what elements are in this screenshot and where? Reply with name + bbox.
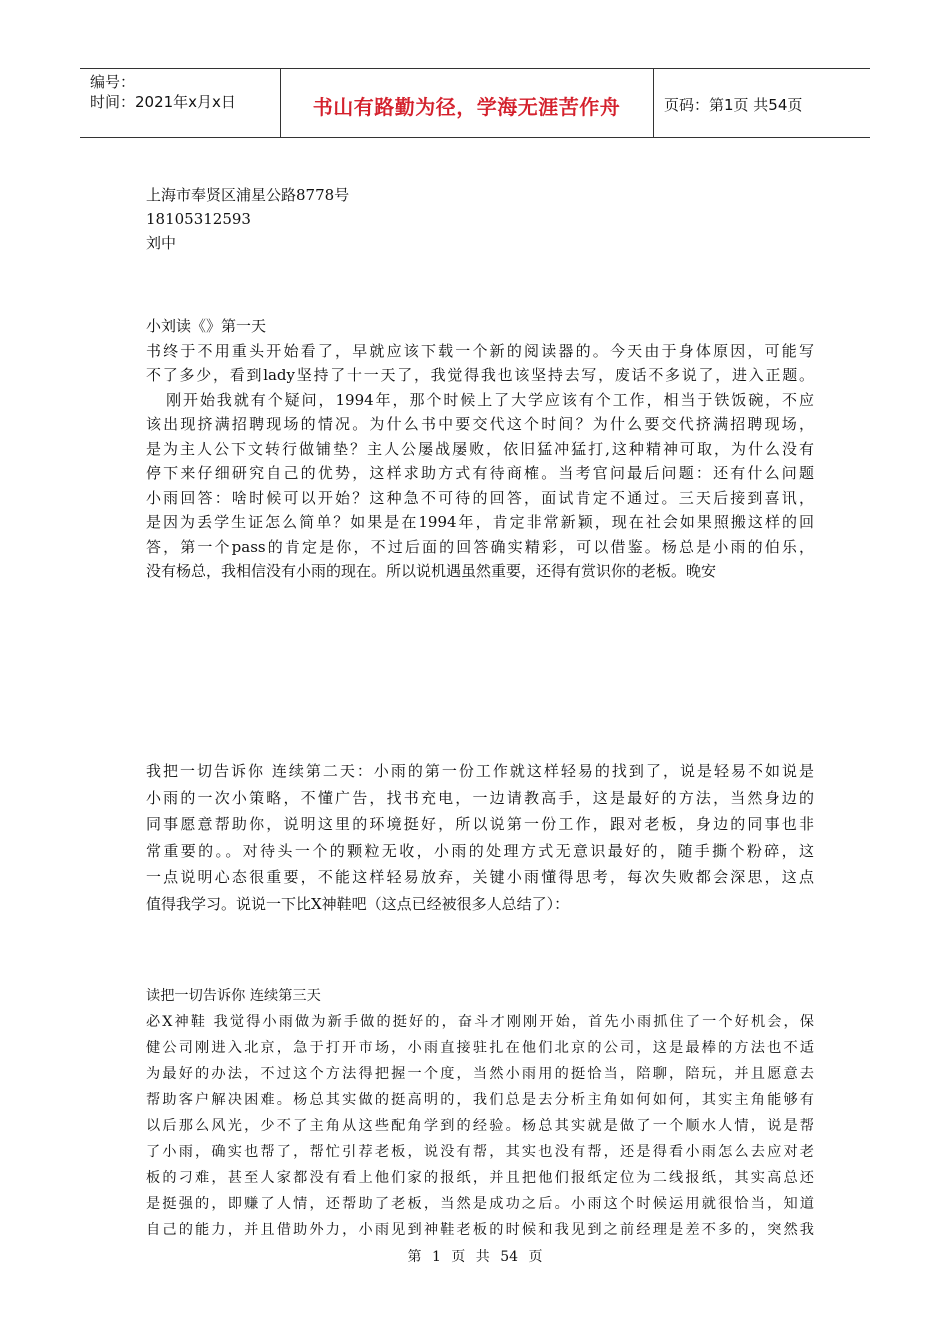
address-name: 刘中 [146,234,177,252]
text-line: 以后那么风光，少不了主角从这些配角学到的经验。杨总其实就是做了一个顺水人情，说是帮 [146,1118,814,1134]
section-title: 读把一切告诉你 连续第三天 [146,988,321,1004]
text-line: 停下来仔细研究自己的优势，这样求助方式有待商榷。当考官问最后问题：还有什么问题 [146,464,814,482]
address-block [146,183,814,255]
text-line: 是挺强的，即赚了人情，还帮助了老板，当然是成功之后。小雨这个时候运用就很恰当，知道 [146,1196,814,1212]
text-line: 板的刁难，甚至人家都没有看上他们家的报纸，并且把他们报纸定位为二线报纸，其实高总还 [146,1170,814,1186]
text-line: 答，第一个pass的肯定是你，不过后面的回答确实精彩，可以借鉴。杨总是小雨的伯乐， [146,537,814,556]
page-footer: 第 1 页 共 54 页 [407,1249,543,1265]
text-line: 没有杨总，我相信没有小雨的现在。所以说机遇虽然重要，还得有赏识你的老板。晚安 [146,562,717,580]
text-line: 不了多少，看到lady坚持了十一天了，我觉得我也该坚持去写，废话不多说了，进入正题。 [146,366,814,384]
text-line: 小雨的一次小策略，不懂广告，找书充电，一边请教高手，这是最好的方法，当然身边的 [146,788,814,807]
header-motto: 书山有路勤为径，学海无涯苦作舟 [312,95,621,119]
text-line: 是为主人公下文转行做铺垫？主人公屡战屡败，依旧猛冲猛打,这种精神可取，为什么没有 [146,439,814,458]
text-line: 该出现挤满招聘现场的情况。为什么书中要交代这个时间？为什么要交代挤满招聘现场， [146,415,814,433]
text-line: 必X神鞋 我觉得小雨做为新手做的挺好的，奋斗才刚刚开始，首先小雨抓住了一个好机会，保 [146,1014,814,1030]
text-line: 自己的能力，并且借助外力，小雨见到神鞋老板的时候和我见到之前经理是差不多的，突然我 [146,1222,814,1238]
section-title: 小刘读《》第一天 [146,317,267,335]
text-line: 一点说明心态很重要，不能这样轻易放弃，关键小雨懂得思考，每次失败都会深思，这点 [146,868,814,886]
page-header [80,68,870,138]
text-line: 了小雨，确实也帮了，帮忙引荐老板，说没有帮，其实也没有帮，还是得看小雨怎么去应对老 [146,1144,814,1160]
section-day2 [146,758,814,917]
header-divider-right [653,69,654,137]
text-line: 书终于不用重头开始看了，早就应该下载一个新的阅读器的。今天由于身体原因，可能写 [146,341,814,360]
text-line: 我把一切告诉你 连续第二天：小雨的第一份工作就这样轻易的找到了，说是轻易不如说是 [146,762,814,780]
text-line: 健公司刚进入北京，急于打开市场，小雨直接驻扎在他们北京的公司，这是最棒的方法也不适 [146,1040,814,1056]
section-day3 [146,983,814,1243]
text-line: 是因为丢学生证怎么简单？如果是在1994年，肯定非常新颖，现在社会如果照搬这样的回 [146,513,814,531]
text-line: 小雨回答：啥时候可以开始？这种急不可待的回答，面试肯定不通过。三天后接到喜讯， [146,488,814,507]
text-line: 常重要的。。对待头一个的颗粒无收，小雨的处理方式无意识最好的，随手撕个粉碎，这 [146,841,814,860]
text-line: 刚开始我就有个疑问，1994年，那个时候上了大学应该有个工作，相当于铁饭碗，不应 [146,390,814,409]
text-line: 为最好的办法，不过这个方法得把握一个度，当然小雨用的挺恰当，陪聊，陪玩，并且愿意去 [146,1066,814,1082]
address-phone: 18105312593 [146,210,251,228]
text-line: 帮助客户解决困难。杨总其实做的挺高明的，我们总是去分析主角如何如何，其实主角能够有 [146,1092,814,1108]
section-day1 [146,314,814,584]
document-date: 时间：2021年x月x日 [90,93,236,111]
text-line: 值得我学习。说说一下比X神鞋吧（这点已经被很多人总结了）： [146,894,570,913]
header-meta [90,72,236,112]
document-number-label: 编号： [90,73,136,91]
header-page-info: 页码：第1页 共54页 [664,96,803,114]
text-line: 同事愿意帮助你，说明这里的环境挺好，所以说第一份工作，跟对老板，身边的同事也非 [146,815,814,833]
address-street: 上海市奉贤区浦星公路8778号 [146,186,350,204]
